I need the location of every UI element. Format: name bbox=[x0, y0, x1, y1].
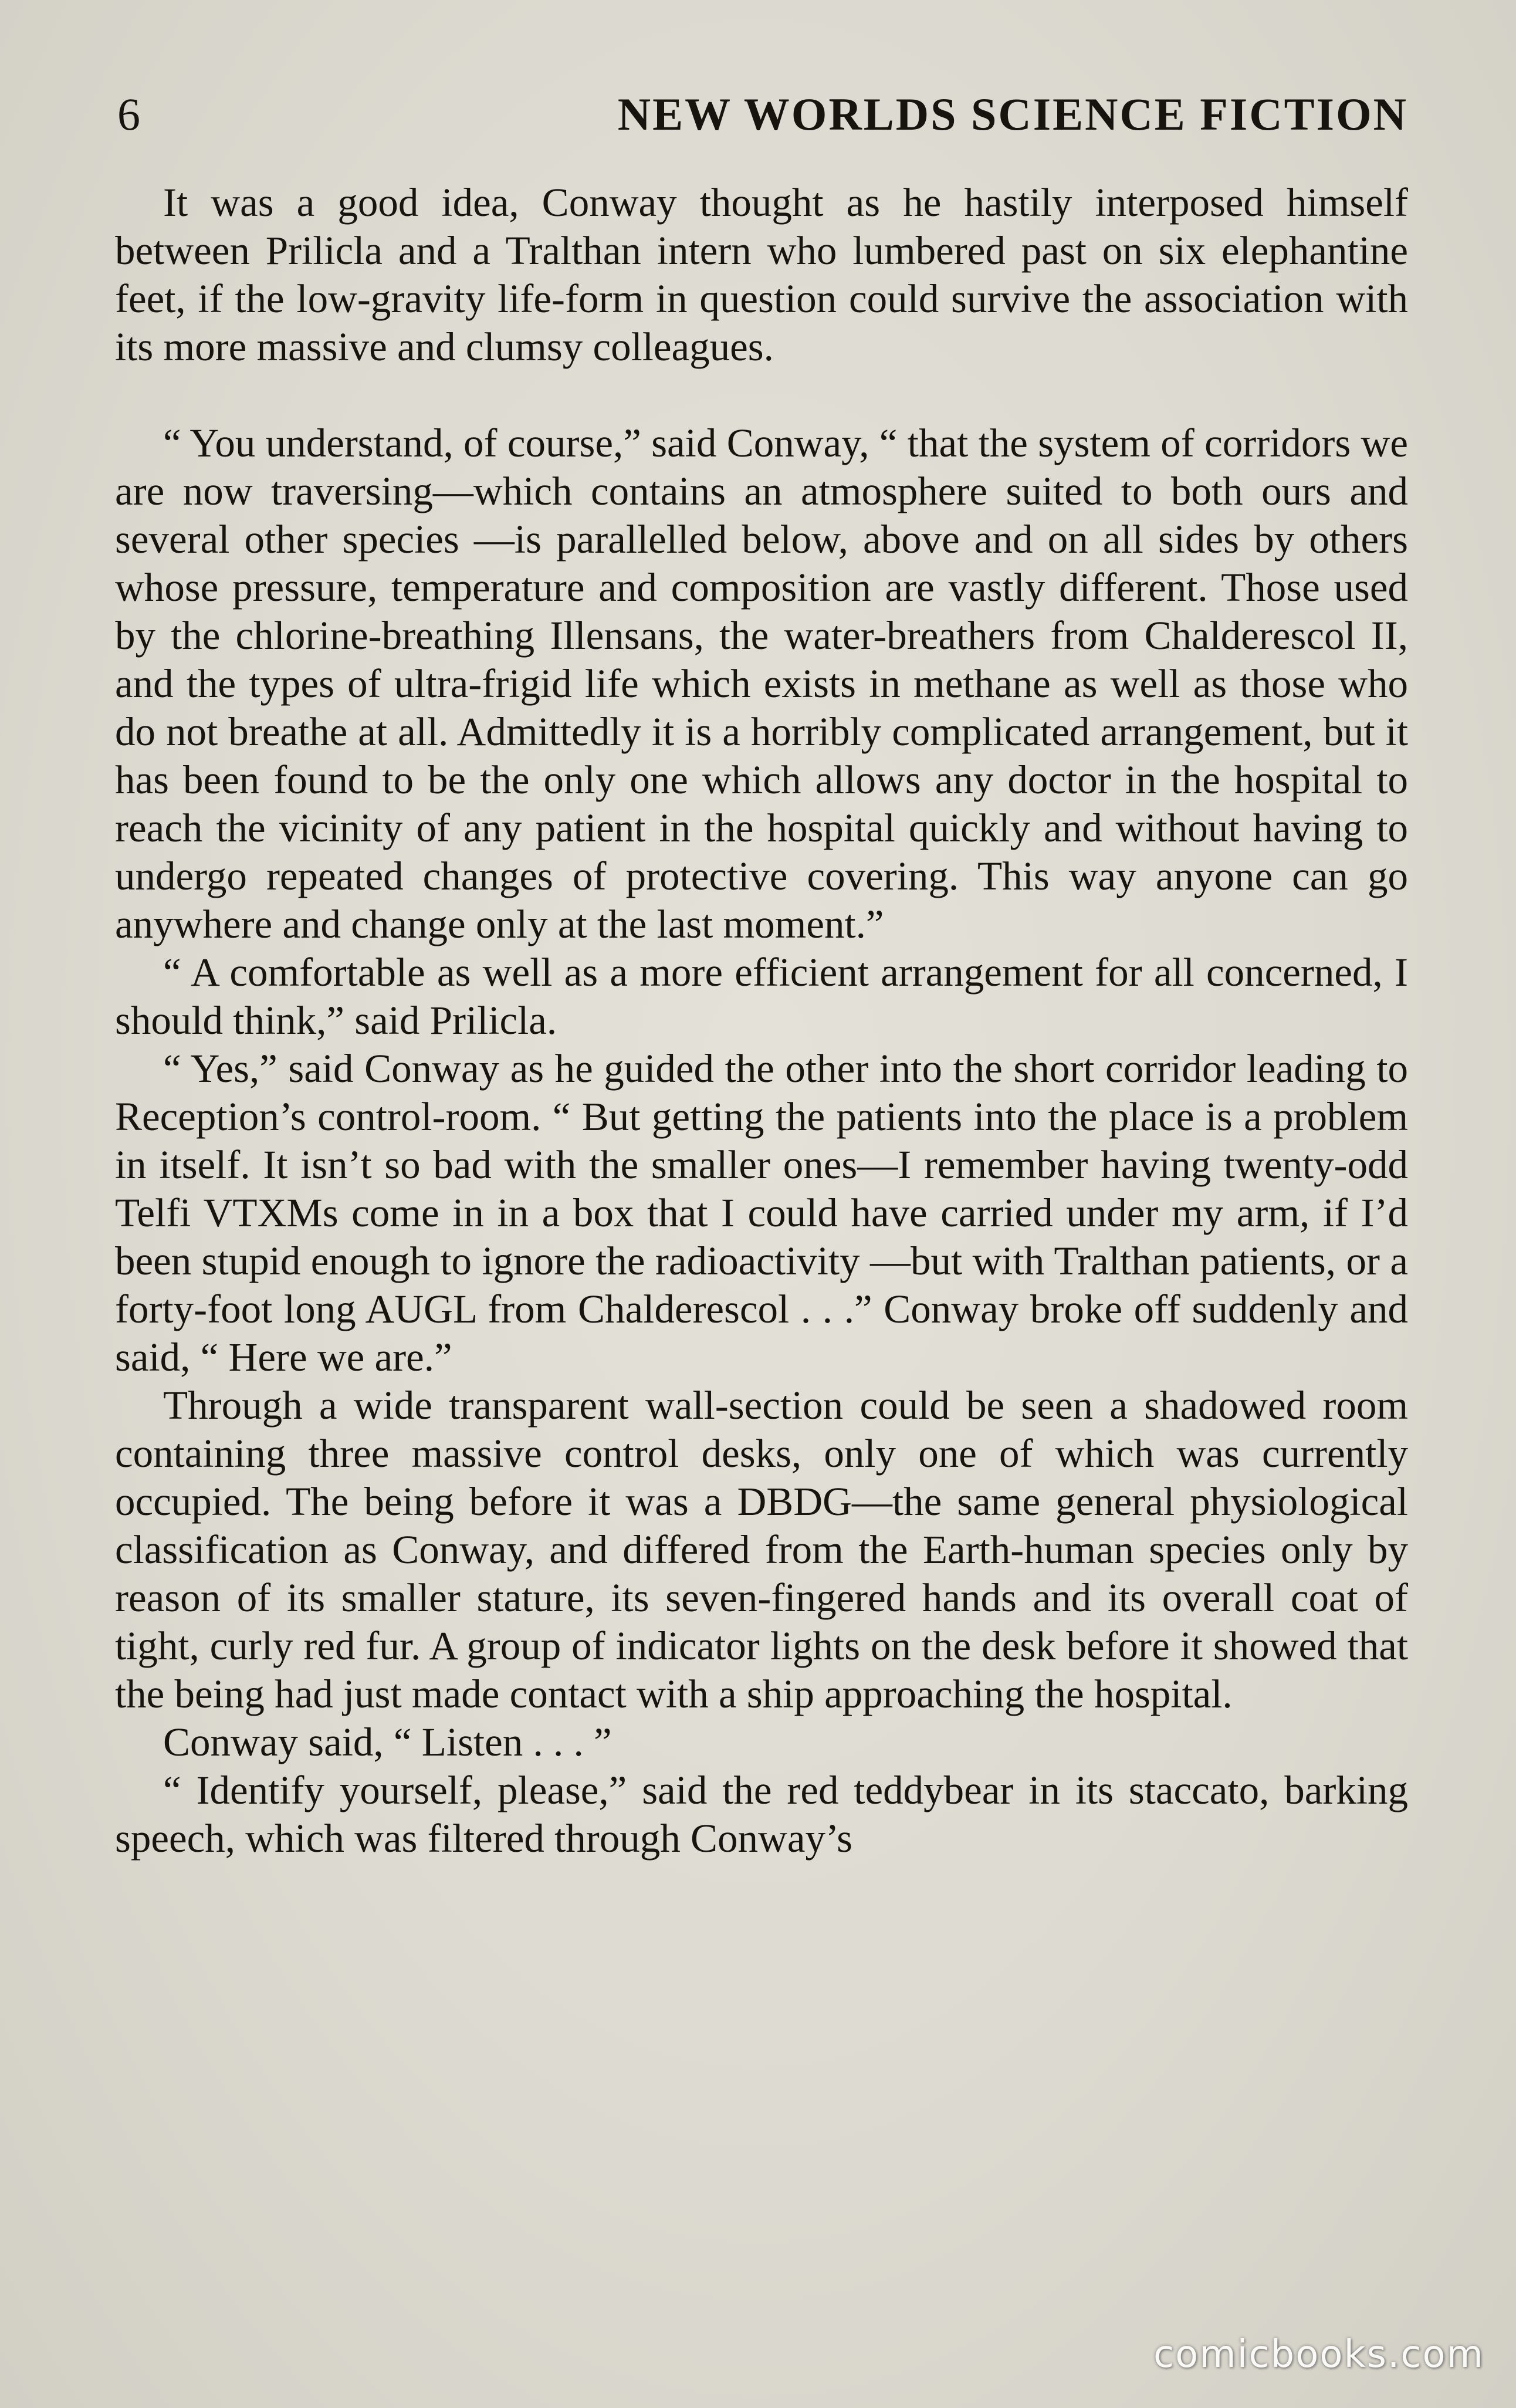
paragraph: “ Identify yourself, please,” said the red teddybear in its staccato, barking speech, which was filtered through Conway’s bbox=[115, 1768, 1408, 1861]
page-number: 6 bbox=[117, 89, 140, 140]
paragraph: “ Yes,” said Conway as he guided the other into the short corridor leading to Reception’s control-room. “ But getting the patients into the place is a problem in itself. It isn’t so bad with the smaller ones—I remember having twenty-odd Telfi VTXMs come in in a box that I could have carried under my arm, if I’d been stupid enough to ignore the radioactivity —but with Tralthan patients, or a forty-foot long AUGL from Chalderescol . . .” Conway broke off suddenly and said, “ Here we are.” bbox=[115, 1046, 1408, 1379]
paragraph: “ You understand, of course,” said Conway, “ that the system of corridors we are now traversing—which contains an atmosphere suited to both ours and several other species —is parallelled below, above and on all sides by others whose pressure, temperature and composition are vastly different. Those used by the chlorine-breathing Illensans, the water-breathers from Chalderescol II, and the types of ultra-frigid life which exists in methane as well as those who do not breathe at all. Admittedly it is a horribly complicated arrangement, but it has been found to be the only one which allows any doctor in the hospital to reach the vicinity of any patient in the hospital quickly and without having to undergo repeated changes of protective covering. This way anyone can go anywhere and change only at the last moment.” bbox=[115, 421, 1408, 946]
page-header bbox=[117, 88, 1408, 153]
watermark: comicbooks.com bbox=[1153, 2333, 1484, 2376]
paragraph: It was a good idea, Conway thought as he hastily interposed himself between Prilicla and a Tralthan intern who lumbered past on six elephantine feet, if the low-gravity life-form in question could survive the association with its more massive and clumsy colleagues. bbox=[115, 180, 1408, 369]
paragraph: Conway said, “ Listen . . . ” bbox=[163, 1720, 612, 1764]
body-text bbox=[115, 178, 1408, 1862]
paragraph: “ A comfortable as well as a more efficient arrangement for all concerned, I should think,” said Prilicla. bbox=[115, 950, 1408, 1043]
paragraph: Through a wide transparent wall-section could be seen a shadowed room containing three massive control desks, only one of which was currently occupied. The being before it was a DBDG—the same general physiological classification as Conway, and differed from the Earth-human species only by reason of its smaller stature, its seven-fingered hands and its overall coat of tight, curly red fur. A group of indicator lights on the desk before it showed that the being had just made contact with a ship approaching the hospital. bbox=[115, 1383, 1408, 1716]
running-head: NEW WORLDS SCIENCE FICTION bbox=[617, 89, 1408, 140]
